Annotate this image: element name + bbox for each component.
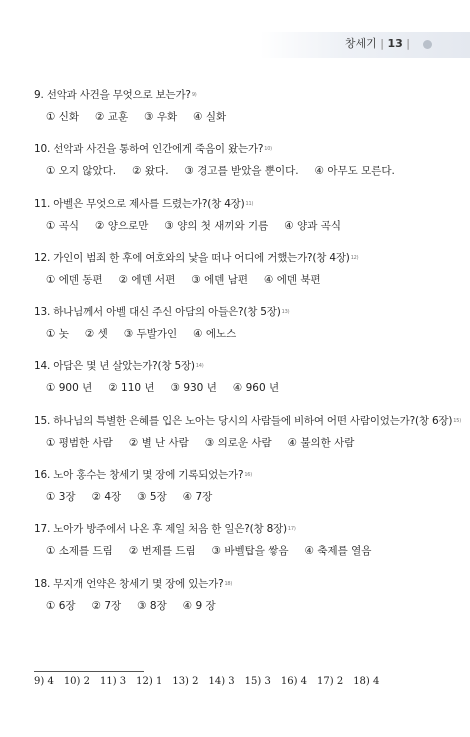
answer-key-item: 9) 4 [34, 676, 54, 687]
answer-key-item: 14) 3 [208, 676, 235, 687]
answer-option: ② 왔다. [132, 165, 169, 178]
question-text [34, 359, 464, 373]
question-text [34, 142, 464, 156]
footnote-rule [34, 671, 144, 672]
answer-option: ① 놋 [46, 328, 69, 341]
question-item [34, 305, 464, 359]
question-label: 15. 하나님의 특별한 은혜를 입은 노아는 당시의 사람들에 비하여 어떤 사람이었는가?(창 6장) [34, 414, 453, 427]
answer-option: ① 소제를 드림 [46, 545, 113, 558]
question-list [34, 88, 464, 631]
question-item [34, 468, 464, 522]
answer-option: ③ 바벨탑을 쌓음 [211, 545, 289, 558]
question-item [34, 522, 464, 576]
answer-option: ① 6장 [46, 599, 76, 612]
question-item [34, 197, 464, 251]
answer-option: ④ 축제를 열음 [304, 545, 372, 558]
answer-option: ② 번제를 드림 [128, 545, 196, 558]
answer-key [34, 676, 389, 687]
question-label: 12. 가인이 범죄 한 후에 여호와의 낯을 떠나 어디에 거했는가?(창 4장) [34, 251, 350, 264]
answer-option: ② 4장 [91, 491, 122, 504]
answer-option: ④ 에덴 북편 [264, 273, 321, 286]
answer-key-item: 10) 2 [63, 676, 90, 687]
answer-option: ③ 양의 첫 새끼와 기름 [164, 219, 269, 232]
answer-key-item: 15) 3 [244, 676, 271, 687]
page-marker-dot [423, 40, 432, 49]
question-text [34, 468, 464, 482]
footnote-marker: 13) [281, 309, 290, 316]
question-item [34, 359, 464, 413]
answer-option: ② 별 난 사람 [128, 436, 189, 449]
answer-key-item: 13) 2 [172, 676, 199, 687]
footnote-marker: 15) [453, 417, 461, 424]
answer-option: ④ 아무도 모른다. [314, 165, 395, 178]
answer-option: ① 곡식 [46, 219, 80, 232]
answer-option: ④ 실화 [193, 111, 227, 123]
question-label: 16. 노아 홍수는 창세기 몇 장에 기록되었는가? [34, 469, 244, 482]
answer-option: ④ 9 장 [182, 599, 216, 612]
answer-option: ④ 불의한 사람 [287, 436, 355, 449]
running-head [345, 35, 410, 51]
option-row [34, 109, 464, 124]
answer-key-item: 17) 2 [317, 676, 344, 687]
question-text [34, 251, 464, 265]
footnote-marker: 9) [191, 92, 197, 98]
option-row [34, 380, 464, 395]
option-row [34, 163, 464, 178]
answer-key-item: 18) 4 [353, 676, 380, 687]
answer-option: ④ 에노스 [193, 328, 237, 341]
answer-option: ③ 8장 [137, 599, 167, 612]
question-item [34, 251, 464, 305]
answer-option: ④ 양과 곡식 [284, 219, 341, 232]
book-title: 창세기 [344, 37, 377, 50]
question-text [34, 522, 464, 536]
option-row [34, 326, 464, 341]
question-text [34, 88, 464, 102]
answer-option: ① 3장 [46, 491, 76, 504]
option-row [34, 272, 464, 287]
question-item [34, 88, 464, 142]
question-label: 11. 아벨은 무엇으로 제사를 드렸는가?(창 4장) [34, 197, 245, 210]
answer-option: ① 신화 [46, 111, 80, 123]
answer-option: ③ 에덴 남편 [191, 273, 249, 286]
question-item [34, 142, 464, 196]
answer-option: ① 평범한 사람 [46, 436, 113, 449]
answer-key-item: 16) 4 [280, 676, 308, 687]
question-label: 10. 선악과 사건을 통하여 인간에게 죽음이 왔는가? [34, 143, 264, 156]
answer-option: ① 에덴 동편 [46, 273, 103, 286]
answer-option: ③ 930 년 [170, 382, 217, 395]
footnote-marker: 17) [287, 526, 296, 533]
answer-option: ③ 경고를 받았을 뿐이다. [184, 165, 299, 178]
answer-option: ② 양으로만 [95, 219, 149, 232]
question-label: 17. 노아가 방주에서 나온 후 제일 처음 한 일은?(창 8장) [34, 523, 287, 536]
answer-option: ② 7장 [91, 599, 122, 612]
question-item [34, 414, 464, 468]
answer-option: ④ 960 년 [232, 382, 280, 395]
footnote-marker: 16) [244, 472, 253, 479]
page-number: 13 [387, 37, 403, 50]
answer-option: ② 교훈 [95, 111, 129, 123]
separator: | [380, 37, 384, 50]
footnote-marker: 10) [264, 146, 272, 153]
option-row [34, 435, 464, 450]
question-text [34, 305, 464, 319]
question-text [34, 577, 464, 591]
separator: | [406, 37, 410, 50]
answer-option: ① 오지 않았다. [46, 165, 117, 178]
answer-option: ③ 의로운 사람 [204, 436, 272, 449]
answer-option: ② 셋 [84, 328, 108, 341]
option-row [34, 598, 464, 613]
option-row [34, 543, 464, 558]
option-row [34, 218, 464, 233]
answer-key-item: 12) 1 [136, 676, 163, 687]
answer-option: ① 900 년 [46, 382, 93, 395]
question-text [34, 414, 464, 428]
footnote-marker: 11) [245, 200, 254, 207]
question-label: 14. 아담은 몇 년 살았는가?(창 5장) [34, 360, 195, 373]
answer-option: ③ 우화 [144, 111, 178, 123]
question-item [34, 577, 464, 631]
answer-option: ③ 5장 [137, 491, 167, 504]
footnote-marker: 14) [195, 363, 204, 370]
answer-option: ③ 두발가인 [123, 328, 178, 341]
answer-key-item: 11) 3 [99, 676, 127, 687]
footnote-marker: 18) [224, 580, 233, 587]
answer-option: ② 110 년 [108, 382, 155, 395]
question-label: 18. 무지개 언약은 창세기 몇 장에 있는가? [34, 577, 224, 590]
footnote-marker: 12) [350, 254, 359, 261]
answer-option: ② 에덴 서편 [118, 273, 176, 286]
answer-option: ④ 7장 [182, 491, 213, 504]
question-text [34, 197, 464, 211]
question-label: 13. 하나님께서 아벨 대신 주신 아담의 아들은?(창 5장) [34, 306, 281, 319]
option-row [34, 489, 464, 504]
question-label: 9. 선악과 사건을 무엇으로 보는가? [34, 89, 191, 101]
